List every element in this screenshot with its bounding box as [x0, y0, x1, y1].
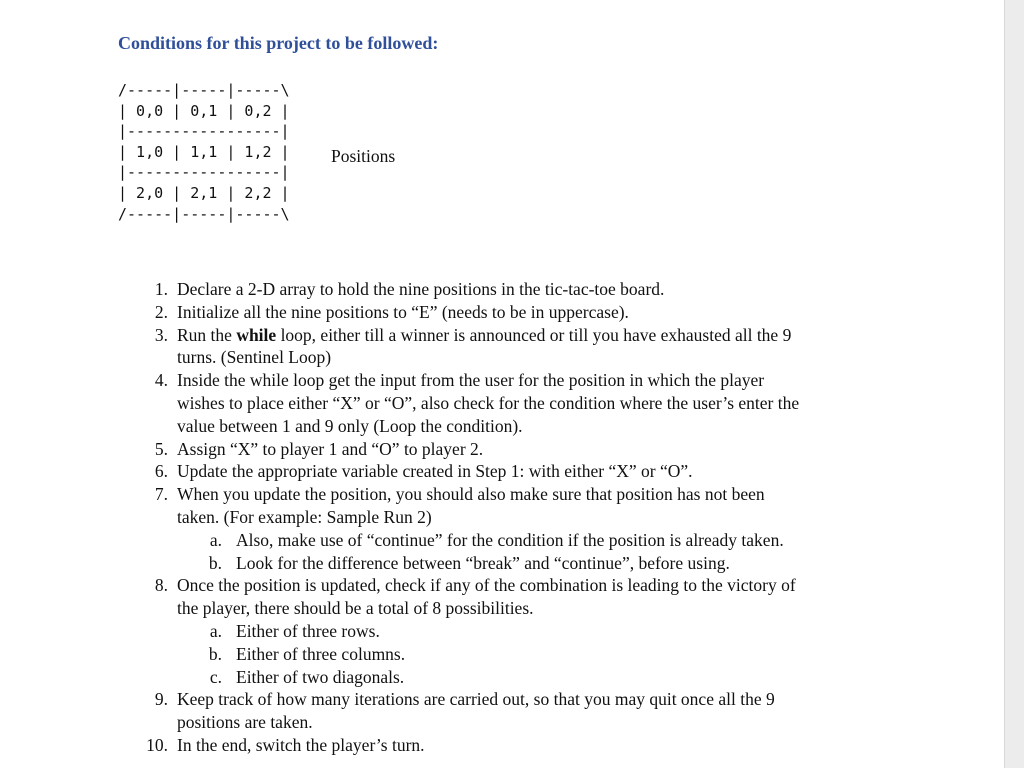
list-text: wishes to place either “X” or “O”, also check for the condition where the user’s enter the: [177, 392, 800, 413]
list-text: taken. (For example: Sample Run 2): [177, 506, 432, 527]
list-text: Update the appropriate variable created in Step 1: with either “X” or “O”.: [177, 461, 693, 482]
board-line: /-----|-----|-----\: [118, 81, 290, 99]
list-text: [177, 324, 900, 347]
list-text: turns. (Sentinel Loop): [177, 347, 332, 368]
list-text-part: loop, either till a winner is announced or till you have exhausted all the 9: [276, 324, 792, 345]
board-line: | 2,0 | 2,1 | 2,2 |: [118, 183, 290, 202]
list-item-8: [140, 574, 900, 620]
sub-text: Either of three columns.: [236, 643, 406, 664]
list-text: Assign “X” to player 1 and “O” to player 2.: [177, 438, 484, 459]
sub-item-8b: [140, 643, 900, 666]
list-number: 9.: [154, 689, 168, 710]
list-item-9: [140, 688, 900, 734]
sub-text: Either of two diagonals.: [236, 666, 405, 687]
list-item-10: [140, 734, 900, 757]
list-text: Inside the while loop get the input from the user for the position in which the player: [177, 370, 765, 391]
section-heading: Conditions for this project to be followed:: [118, 33, 439, 53]
sub-item-8c: [140, 666, 900, 689]
board-line: |-----------------|: [118, 163, 290, 182]
list-text: the player, there should be a total of 8 possibilities.: [177, 598, 534, 619]
list-number: 4.: [154, 370, 168, 391]
list-number: 3.: [154, 324, 168, 345]
list-text: Declare a 2-D array to hold the nine positions in the tic-tac-toe board.: [177, 279, 665, 299]
list-number: 2.: [154, 301, 168, 322]
sub-text: Look for the difference between “break” and “continue”, before using.: [236, 552, 730, 573]
list-text: Initialize all the nine positions to “E” (needs to be in uppercase).: [177, 301, 629, 322]
list-item-7: [140, 483, 900, 529]
list-number: 1.: [154, 279, 168, 299]
list-item-2: [140, 301, 900, 324]
sub-number: a.: [209, 529, 222, 550]
sub-item-7a: [140, 529, 900, 552]
board-line: /-----|-----|-----\: [118, 204, 290, 223]
list-item-5: [140, 438, 900, 461]
list-text: When you update the position, you should also make sure that position has not been: [177, 484, 765, 505]
sub-item-7b: [140, 552, 900, 575]
tic-tac-toe-board-diagram: [118, 80, 290, 224]
list-text: value between 1 and 9 only (Loop the condition).: [177, 415, 523, 436]
list-text: In the end, switch the player’s turn.: [177, 734, 425, 755]
list-number: 10.: [146, 734, 168, 755]
list-number: 5.: [154, 438, 168, 459]
list-number: 7.: [154, 484, 168, 505]
list-text: positions are taken.: [177, 712, 313, 733]
sub-number: b.: [208, 552, 222, 573]
board-line: | 0,0 | 0,1 | 0,2 |: [118, 101, 290, 120]
list-number: 8.: [154, 575, 168, 596]
list-item-4: [140, 369, 900, 437]
sub-number: b.: [208, 643, 222, 664]
list-item-3: [140, 324, 900, 370]
list-text: Keep track of how many iterations are carried out, so that you may quit once all the 9: [177, 689, 775, 710]
list-number: 6.: [154, 461, 168, 482]
board-line: |-----------------|: [118, 122, 290, 141]
board-line: | 1,0 | 1,1 | 1,2 |: [118, 142, 290, 161]
list-item-1: [140, 278, 900, 301]
list-item-6: [140, 460, 900, 483]
sub-item-8a: [140, 620, 900, 643]
list-text-part: Run the: [177, 324, 237, 345]
sub-text: Also, make use of “continue” for the condition if the position is already taken.: [236, 529, 784, 550]
list-text: Once the position is updated, check if any of the combination is leading to the victory of: [177, 575, 796, 596]
sub-number: a.: [209, 620, 222, 641]
sub-text: Either of three rows.: [236, 620, 380, 641]
sub-number: c.: [209, 666, 222, 687]
list-text-bold: while: [236, 324, 277, 345]
vertical-scrollbar[interactable]: [1004, 0, 1024, 768]
board-caption: Positions: [331, 146, 396, 166]
instruction-list: [140, 278, 900, 757]
